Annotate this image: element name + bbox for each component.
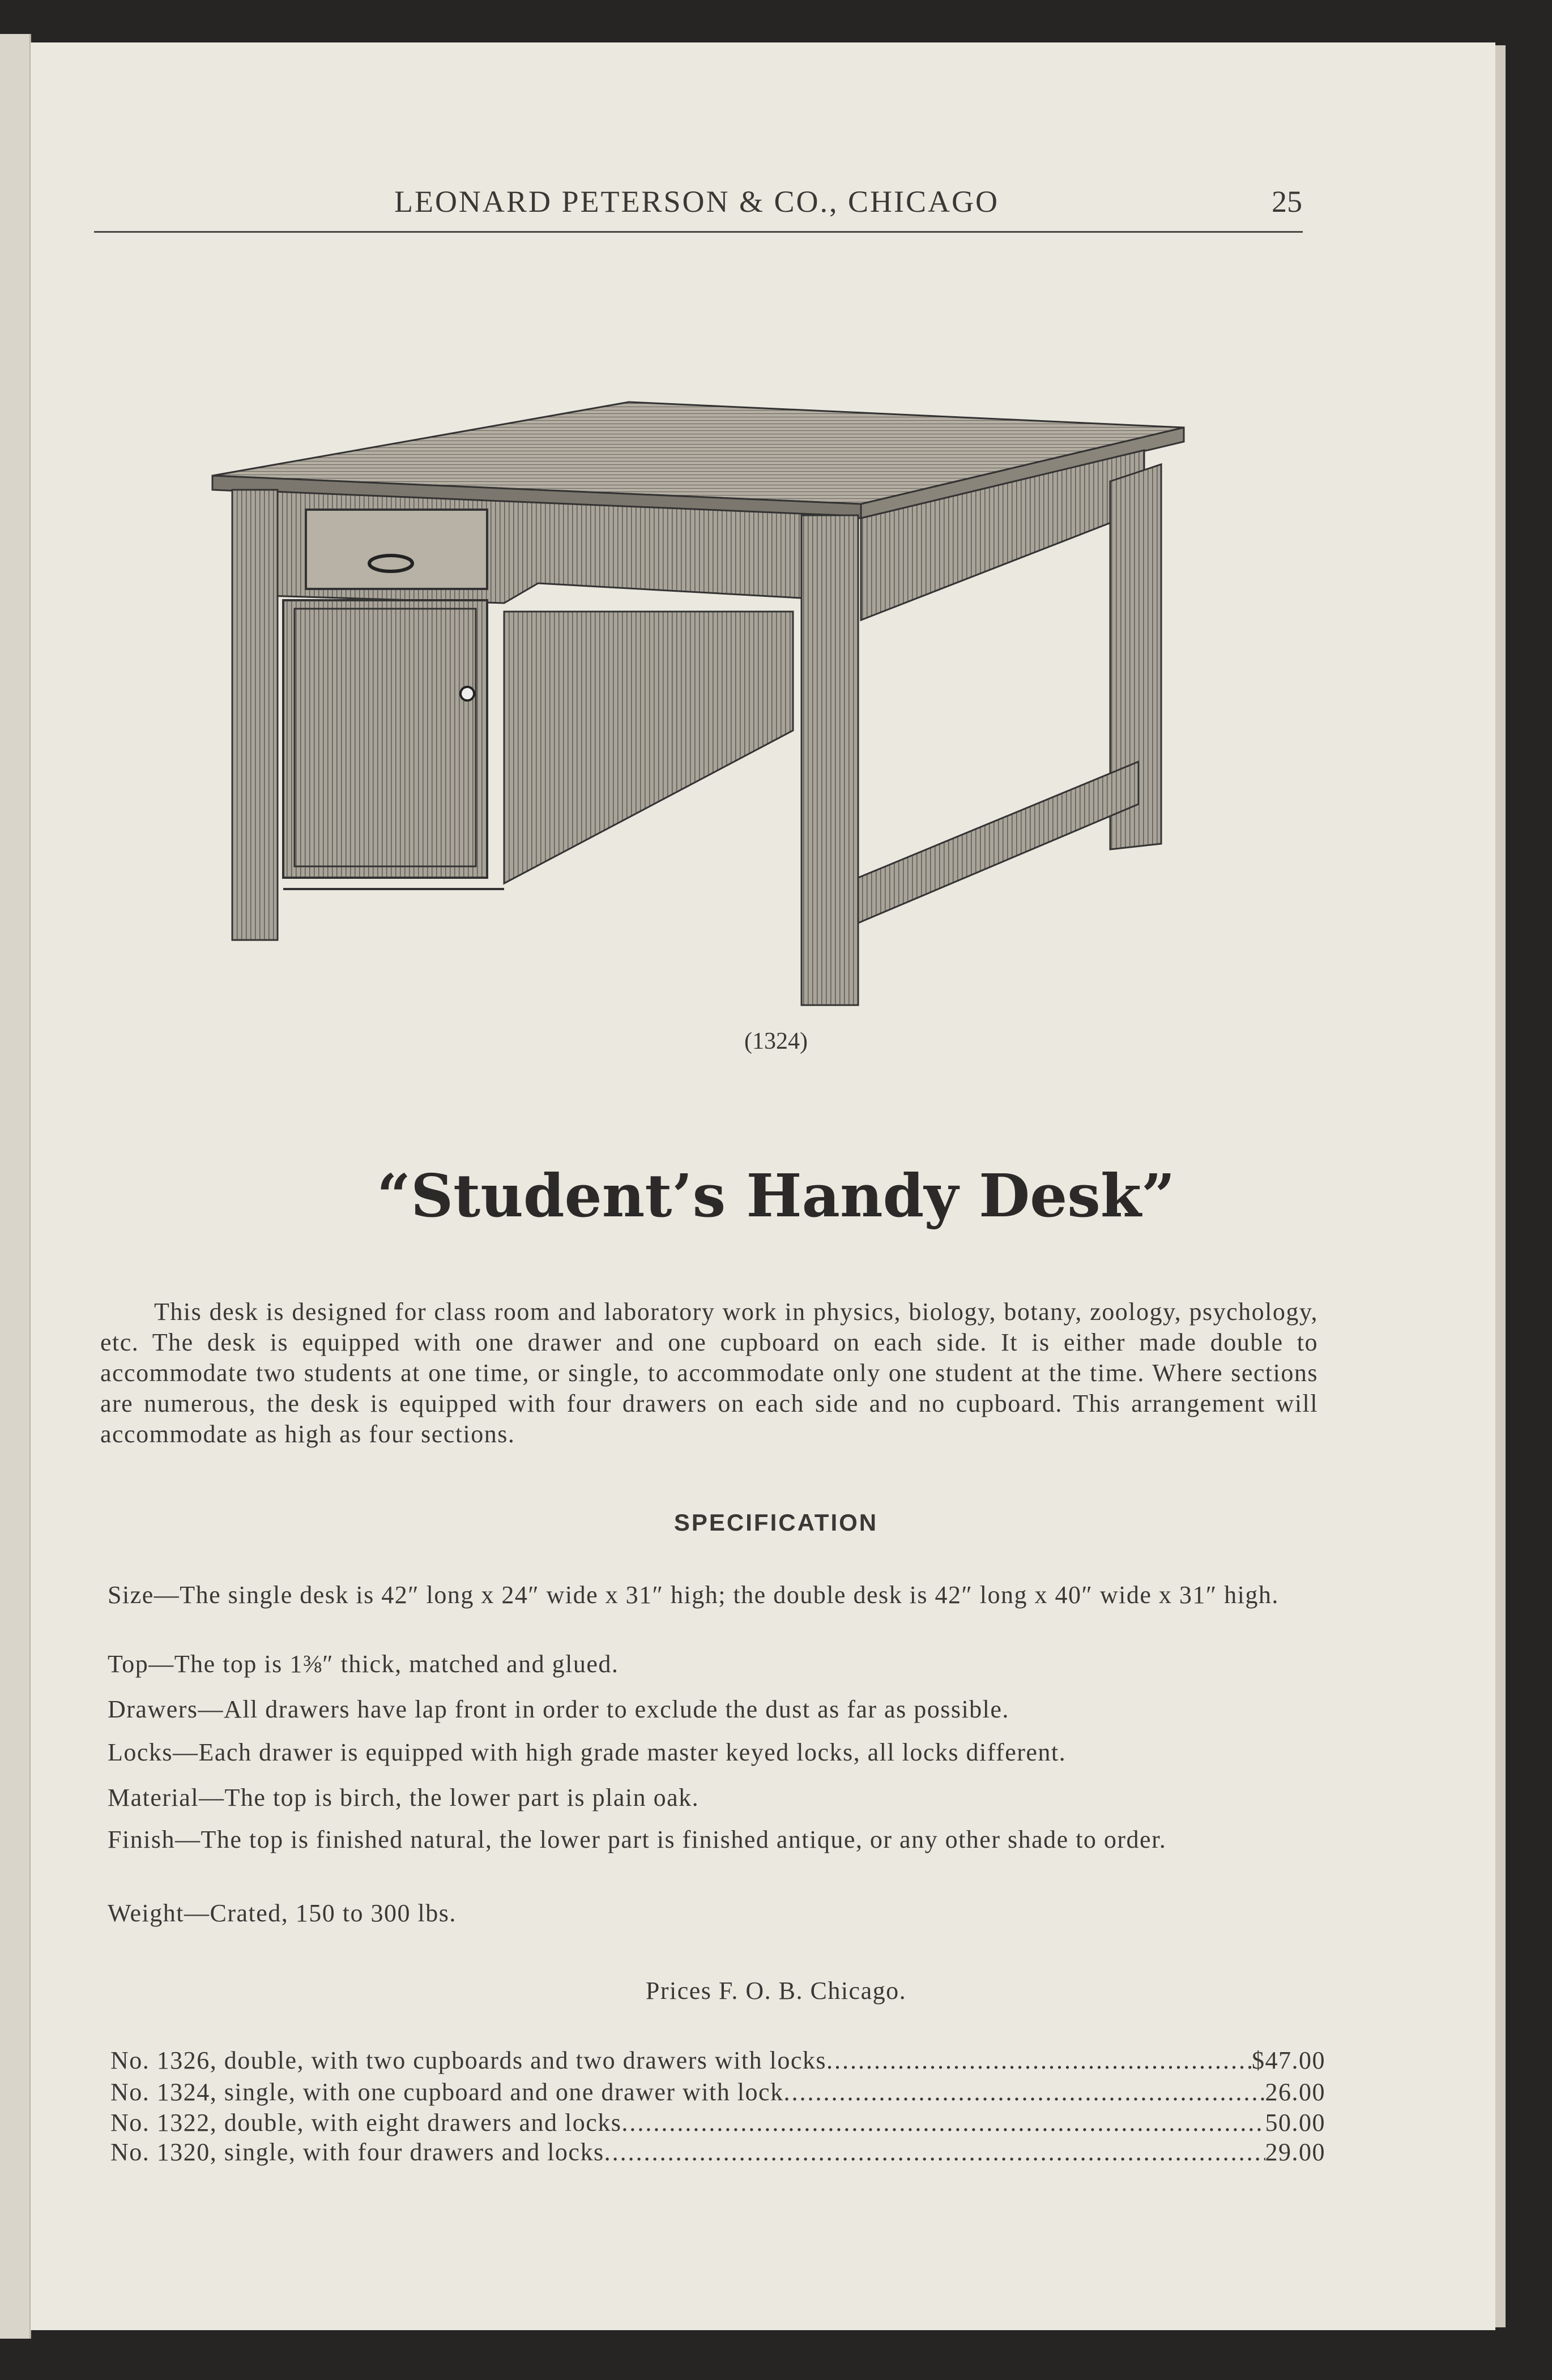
- price-row: [110, 2045, 1325, 2076]
- product-description: This desk is designed for class room and laboratory work in physics, biology, botany, zoology, psychology, etc. The desk is equipped with one drawer and one cupboard on each side. It is either made double to accommodate two students at one time, or single, to accommodate only one student at the time. Where sections are numerous, the desk is equipped with four drawers on each side and no cupboard. This arrangement will accommodate as high as four sections.: [100, 1298, 1318, 1448]
- spec-top: Top—The top is 1⅜″ thick, matched and glued.: [108, 1650, 619, 1678]
- spec-finish: Finish—The top is finished natural, the lower part is finished antique, or any other shade to order.: [108, 1826, 1167, 1853]
- spec-weight: Weight—Crated, 150 to 300 lbs.: [108, 1899, 457, 1927]
- spec-locks: Locks—Each drawer is equipped with high grade master keyed locks, all locks different.: [108, 1738, 1067, 1766]
- price-description: No. 1320, single, with four drawers and locks: [110, 2138, 604, 2166]
- spec-size: Size—The single desk is 42″ long x 24″ wide x 31″ high; the double desk is 42″ long x 40″ wide x 31″ high.: [108, 1581, 1279, 1609]
- spec-material: Material—The top is birch, the lower part is plain oak.: [108, 1784, 700, 1811]
- price-row: [110, 2077, 1325, 2108]
- price-amount: 26.00: [1265, 2078, 1325, 2106]
- leader-dots: [784, 2077, 1265, 2108]
- leader-dots: [826, 2045, 1252, 2076]
- figure-caption: (1324): [744, 1028, 808, 1054]
- running-header: [0, 184, 1552, 219]
- product-title: “Student’s Handy Desk”: [377, 1161, 1175, 1230]
- leader-dots: [621, 2108, 1265, 2138]
- price-row: [110, 2108, 1325, 2138]
- header-title: LEONARD PETERSON & CO., CHICAGO: [394, 185, 1000, 219]
- price-amount: $47.00: [1252, 2046, 1325, 2074]
- prices-heading: Prices F. O. B. Chicago.: [645, 1977, 907, 2005]
- price-amount: 50.00: [1265, 2109, 1325, 2137]
- specification-heading: SPECIFICATION: [673, 1509, 879, 1536]
- price-amount: 29.00: [1265, 2138, 1325, 2166]
- header-rule: [94, 231, 1303, 233]
- price-description: No. 1324, single, with one cupboard and one drawer with lock: [110, 2078, 784, 2106]
- page-number: 25: [1272, 185, 1302, 219]
- price-description: No. 1326, double, with two cupboards and two drawers with locks: [110, 2046, 826, 2074]
- desk-illustration: [210, 396, 1189, 1014]
- leader-dots: [604, 2137, 1265, 2168]
- price-row: [110, 2137, 1325, 2168]
- price-description: No. 1322, double, with eight drawers and locks: [110, 2109, 622, 2137]
- spec-drawers: Drawers—All drawers have lap front in order to exclude the dust as far as possible.: [108, 1695, 1009, 1723]
